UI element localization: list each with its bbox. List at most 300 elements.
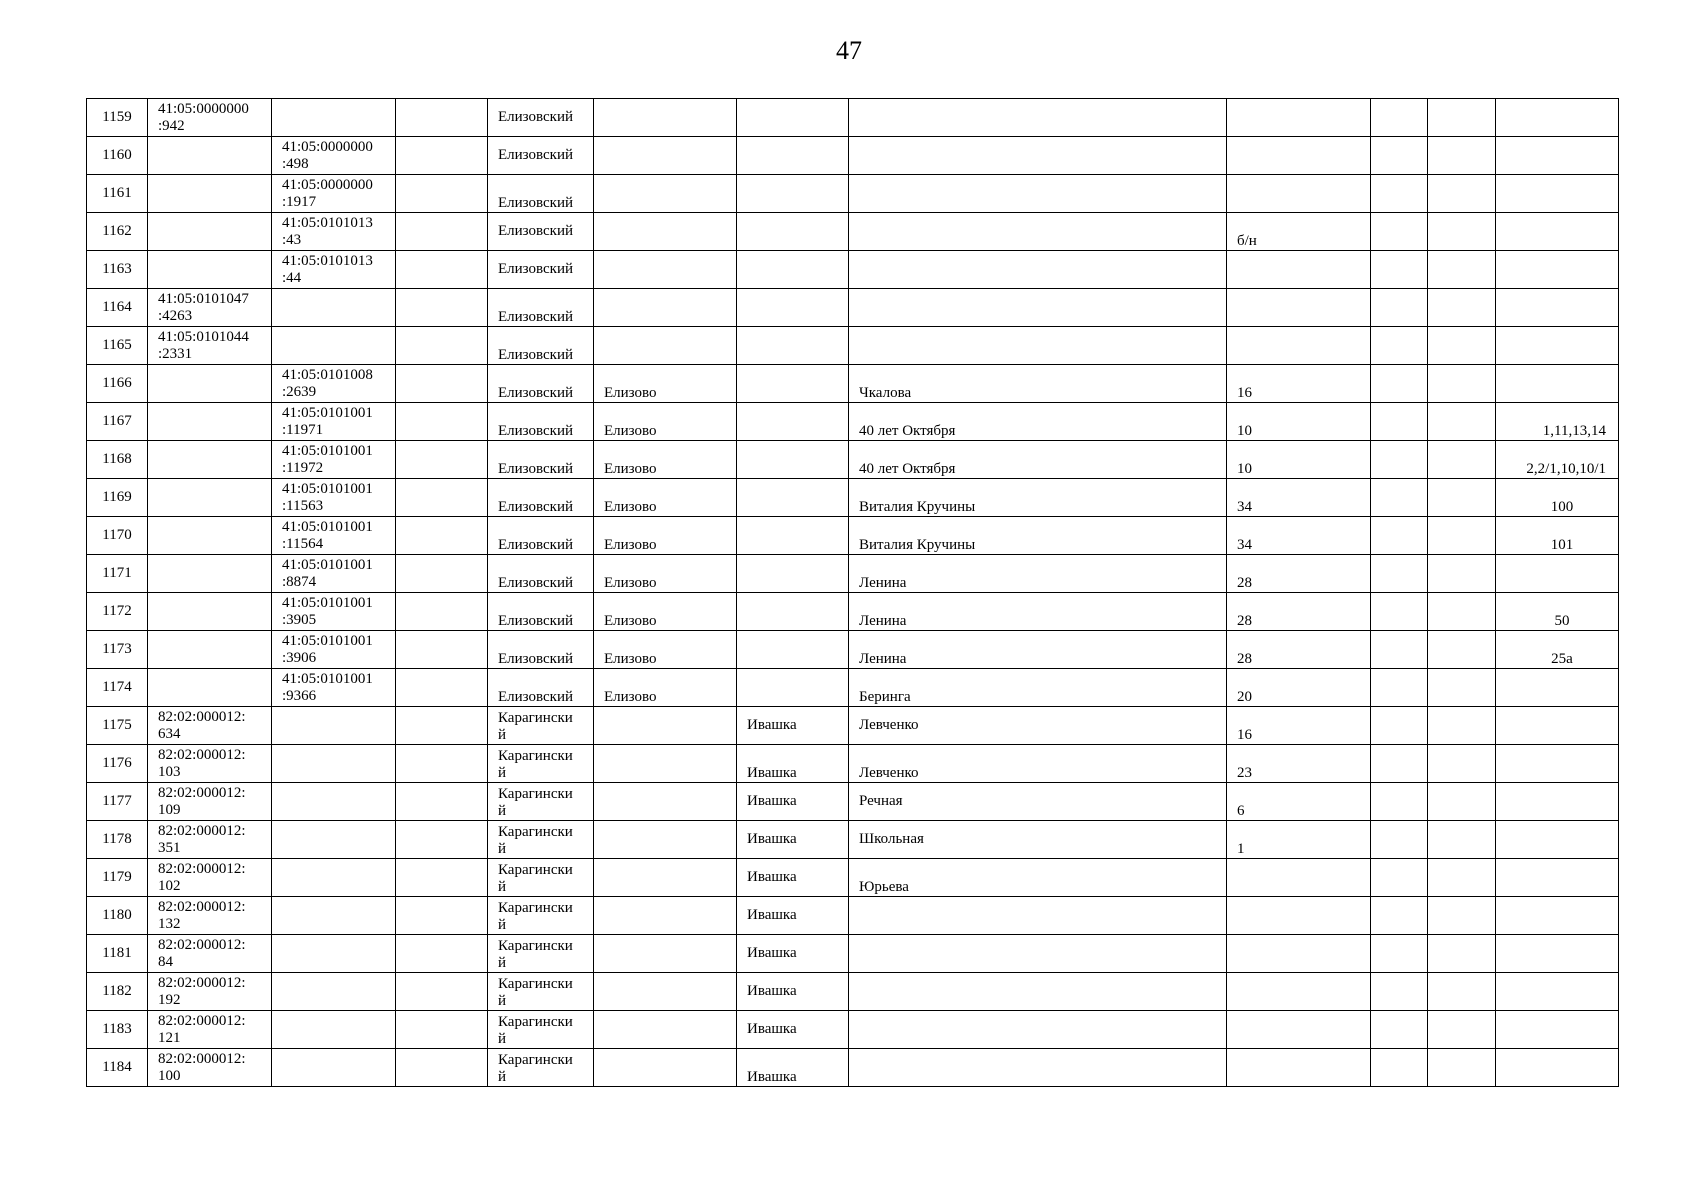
cadastral-number-land: 82:02:000012: 109 xyxy=(148,783,272,821)
street-cell: Левченко xyxy=(849,745,1227,783)
empty-cell xyxy=(396,1049,488,1087)
settlement-cell xyxy=(737,631,849,669)
table-row xyxy=(87,859,1619,897)
row-number: 1179 xyxy=(87,859,148,897)
table-row xyxy=(87,821,1619,859)
part-cell xyxy=(1428,289,1496,327)
page-number: 47 xyxy=(836,36,862,65)
table-row xyxy=(87,365,1619,403)
empty-cell xyxy=(396,517,488,555)
table-row xyxy=(87,213,1619,251)
table-row xyxy=(87,745,1619,783)
part-cell xyxy=(1428,99,1496,137)
cadastral-number-building xyxy=(272,289,396,327)
part-cell xyxy=(1428,707,1496,745)
street-cell: 40 лет Октября xyxy=(849,403,1227,441)
district-cell: Карагински й xyxy=(488,821,594,859)
building-cell xyxy=(1371,365,1428,403)
cadastral-number-building: 41:05:0101001 :11971 xyxy=(272,403,396,441)
row-number: 1164 xyxy=(87,289,148,327)
cadastral-number-land: 82:02:000012: 103 xyxy=(148,745,272,783)
empty-cell xyxy=(396,1011,488,1049)
apartment-cell xyxy=(1496,973,1619,1011)
city-cell xyxy=(594,213,737,251)
apartment-cell: 2,2/1,10,10/1 xyxy=(1496,441,1619,479)
district-cell: Елизовский xyxy=(488,403,594,441)
district-cell: Елизовский xyxy=(488,99,594,137)
cadastral-number-building: 41:05:0101008 :2639 xyxy=(272,365,396,403)
row-number: 1169 xyxy=(87,479,148,517)
building-cell xyxy=(1371,479,1428,517)
cadastral-number-land: 82:02:000012: 102 xyxy=(148,859,272,897)
building-cell xyxy=(1371,745,1428,783)
cadastral-number-building: 41:05:0101013 :44 xyxy=(272,251,396,289)
table-row xyxy=(87,783,1619,821)
empty-cell xyxy=(396,251,488,289)
district-cell: Елизовский xyxy=(488,289,594,327)
settlement-cell xyxy=(737,555,849,593)
empty-cell xyxy=(396,365,488,403)
part-cell xyxy=(1428,859,1496,897)
settlement-cell xyxy=(737,365,849,403)
part-cell xyxy=(1428,327,1496,365)
row-number: 1183 xyxy=(87,1011,148,1049)
cadastral-number-land xyxy=(148,251,272,289)
settlement-cell xyxy=(737,175,849,213)
apartment-cell xyxy=(1496,935,1619,973)
part-cell xyxy=(1428,137,1496,175)
building-cell xyxy=(1371,213,1428,251)
part-cell xyxy=(1428,783,1496,821)
address-register-table xyxy=(86,98,1619,1087)
empty-cell xyxy=(396,821,488,859)
city-cell xyxy=(594,707,737,745)
city-cell xyxy=(594,137,737,175)
table-row xyxy=(87,441,1619,479)
row-number: 1178 xyxy=(87,821,148,859)
cadastral-number-land: 82:02:000012: 100 xyxy=(148,1049,272,1087)
cadastral-number-land xyxy=(148,137,272,175)
row-number: 1159 xyxy=(87,99,148,137)
cadastral-number-building: 41:05:0000000 :1917 xyxy=(272,175,396,213)
settlement-cell xyxy=(737,99,849,137)
building-cell xyxy=(1371,555,1428,593)
cadastral-number-building xyxy=(272,1049,396,1087)
empty-cell xyxy=(396,327,488,365)
building-cell xyxy=(1371,821,1428,859)
row-number: 1163 xyxy=(87,251,148,289)
house-cell xyxy=(1227,973,1371,1011)
city-cell xyxy=(594,289,737,327)
table-row xyxy=(87,403,1619,441)
cadastral-number-land xyxy=(148,441,272,479)
city-cell: Елизово xyxy=(594,479,737,517)
table-body xyxy=(87,99,1619,1087)
district-cell: Карагински й xyxy=(488,935,594,973)
house-cell xyxy=(1227,935,1371,973)
apartment-cell xyxy=(1496,783,1619,821)
part-cell xyxy=(1428,631,1496,669)
settlement-cell xyxy=(737,517,849,555)
city-cell: Елизово xyxy=(594,669,737,707)
house-cell: 34 xyxy=(1227,479,1371,517)
house-cell: 16 xyxy=(1227,707,1371,745)
cadastral-number-building: 41:05:0101001 :11972 xyxy=(272,441,396,479)
district-cell: Елизовский xyxy=(488,137,594,175)
district-cell: Елизовский xyxy=(488,479,594,517)
part-cell xyxy=(1428,517,1496,555)
empty-cell xyxy=(396,973,488,1011)
city-cell xyxy=(594,1011,737,1049)
empty-cell xyxy=(396,99,488,137)
settlement-cell: Ивашка xyxy=(737,897,849,935)
city-cell: Елизово xyxy=(594,403,737,441)
row-number: 1181 xyxy=(87,935,148,973)
table-row xyxy=(87,137,1619,175)
cadastral-number-land xyxy=(148,517,272,555)
street-cell xyxy=(849,973,1227,1011)
building-cell xyxy=(1371,289,1428,327)
city-cell xyxy=(594,897,737,935)
building-cell xyxy=(1371,707,1428,745)
row-number: 1170 xyxy=(87,517,148,555)
settlement-cell xyxy=(737,213,849,251)
part-cell xyxy=(1428,441,1496,479)
table-row xyxy=(87,479,1619,517)
cadastral-number-building xyxy=(272,973,396,1011)
street-cell: Виталия Кручины xyxy=(849,479,1227,517)
house-cell xyxy=(1227,897,1371,935)
street-cell: Юрьева xyxy=(849,859,1227,897)
building-cell xyxy=(1371,251,1428,289)
building-cell xyxy=(1371,783,1428,821)
street-cell xyxy=(849,99,1227,137)
house-cell xyxy=(1227,175,1371,213)
empty-cell xyxy=(396,631,488,669)
street-cell: Левченко xyxy=(849,707,1227,745)
apartment-cell xyxy=(1496,821,1619,859)
row-number: 1160 xyxy=(87,137,148,175)
street-cell: 40 лет Октября xyxy=(849,441,1227,479)
empty-cell xyxy=(396,175,488,213)
building-cell xyxy=(1371,973,1428,1011)
house-cell: 34 xyxy=(1227,517,1371,555)
cadastral-number-land: 41:05:0000000 :942 xyxy=(148,99,272,137)
part-cell xyxy=(1428,821,1496,859)
city-cell xyxy=(594,99,737,137)
apartment-cell xyxy=(1496,707,1619,745)
building-cell xyxy=(1371,1049,1428,1087)
settlement-cell: Ивашка xyxy=(737,935,849,973)
street-cell: Беринга xyxy=(849,669,1227,707)
house-cell xyxy=(1227,327,1371,365)
house-cell: 28 xyxy=(1227,593,1371,631)
district-cell: Карагински й xyxy=(488,1049,594,1087)
house-cell: 1 xyxy=(1227,821,1371,859)
apartment-cell: 100 xyxy=(1496,479,1619,517)
table-row xyxy=(87,593,1619,631)
cadastral-number-building xyxy=(272,897,396,935)
house-cell xyxy=(1227,859,1371,897)
part-cell xyxy=(1428,669,1496,707)
district-cell: Елизовский xyxy=(488,517,594,555)
row-number: 1184 xyxy=(87,1049,148,1087)
empty-cell xyxy=(396,745,488,783)
part-cell xyxy=(1428,555,1496,593)
house-cell: б/н xyxy=(1227,213,1371,251)
settlement-cell xyxy=(737,669,849,707)
settlement-cell xyxy=(737,441,849,479)
cadastral-number-building: 41:05:0101001 :11563 xyxy=(272,479,396,517)
table-row xyxy=(87,707,1619,745)
empty-cell xyxy=(396,289,488,327)
settlement-cell xyxy=(737,251,849,289)
row-number: 1167 xyxy=(87,403,148,441)
building-cell xyxy=(1371,859,1428,897)
city-cell xyxy=(594,859,737,897)
settlement-cell: Ивашка xyxy=(737,821,849,859)
house-cell: 16 xyxy=(1227,365,1371,403)
cadastral-number-building: 41:05:0101001 :9366 xyxy=(272,669,396,707)
cadastral-number-building xyxy=(272,935,396,973)
street-cell: Ленина xyxy=(849,631,1227,669)
street-cell: Речная xyxy=(849,783,1227,821)
cadastral-number-land xyxy=(148,555,272,593)
district-cell: Карагински й xyxy=(488,783,594,821)
settlement-cell xyxy=(737,403,849,441)
city-cell xyxy=(594,327,737,365)
cadastral-number-land: 82:02:000012: 132 xyxy=(148,897,272,935)
cadastral-number-building: 41:05:0000000 :498 xyxy=(272,137,396,175)
row-number: 1168 xyxy=(87,441,148,479)
apartment-cell xyxy=(1496,327,1619,365)
settlement-cell: Ивашка xyxy=(737,745,849,783)
table-row xyxy=(87,175,1619,213)
row-number: 1172 xyxy=(87,593,148,631)
district-cell: Елизовский xyxy=(488,175,594,213)
district-cell: Карагински й xyxy=(488,745,594,783)
apartment-cell: 25а xyxy=(1496,631,1619,669)
part-cell xyxy=(1428,935,1496,973)
cadastral-number-land: 41:05:0101044 :2331 xyxy=(148,327,272,365)
cadastral-number-land xyxy=(148,631,272,669)
city-cell: Елизово xyxy=(594,365,737,403)
street-cell xyxy=(849,1011,1227,1049)
apartment-cell xyxy=(1496,99,1619,137)
part-cell xyxy=(1428,745,1496,783)
cadastral-number-building: 41:05:0101001 :11564 xyxy=(272,517,396,555)
district-cell: Карагински й xyxy=(488,707,594,745)
city-cell: Елизово xyxy=(594,631,737,669)
apartment-cell xyxy=(1496,137,1619,175)
building-cell xyxy=(1371,897,1428,935)
settlement-cell: Ивашка xyxy=(737,1011,849,1049)
street-cell xyxy=(849,935,1227,973)
apartment-cell xyxy=(1496,859,1619,897)
house-cell: 6 xyxy=(1227,783,1371,821)
empty-cell xyxy=(396,593,488,631)
district-cell: Елизовский xyxy=(488,669,594,707)
district-cell: Елизовский xyxy=(488,441,594,479)
house-cell xyxy=(1227,99,1371,137)
house-cell: 28 xyxy=(1227,631,1371,669)
district-cell: Елизовский xyxy=(488,213,594,251)
street-cell xyxy=(849,175,1227,213)
settlement-cell: Ивашка xyxy=(737,973,849,1011)
building-cell xyxy=(1371,137,1428,175)
cadastral-number-building xyxy=(272,821,396,859)
part-cell xyxy=(1428,897,1496,935)
row-number: 1175 xyxy=(87,707,148,745)
table-row xyxy=(87,669,1619,707)
cadastral-number-land xyxy=(148,403,272,441)
table-row xyxy=(87,897,1619,935)
apartment-cell xyxy=(1496,1049,1619,1087)
street-cell xyxy=(849,897,1227,935)
settlement-cell xyxy=(737,593,849,631)
settlement-cell xyxy=(737,327,849,365)
table-row xyxy=(87,1011,1619,1049)
table-row xyxy=(87,99,1619,137)
city-cell xyxy=(594,175,737,213)
city-cell: Елизово xyxy=(594,441,737,479)
building-cell xyxy=(1371,517,1428,555)
apartment-cell xyxy=(1496,555,1619,593)
row-number: 1174 xyxy=(87,669,148,707)
cadastral-number-building xyxy=(272,327,396,365)
district-cell: Елизовский xyxy=(488,555,594,593)
building-cell xyxy=(1371,593,1428,631)
district-cell: Карагински й xyxy=(488,897,594,935)
building-cell xyxy=(1371,441,1428,479)
part-cell xyxy=(1428,213,1496,251)
building-cell xyxy=(1371,1011,1428,1049)
part-cell xyxy=(1428,1011,1496,1049)
street-cell: Чкалова xyxy=(849,365,1227,403)
empty-cell xyxy=(396,935,488,973)
settlement-cell: Ивашка xyxy=(737,859,849,897)
city-cell xyxy=(594,1049,737,1087)
street-cell xyxy=(849,327,1227,365)
table-row xyxy=(87,517,1619,555)
district-cell: Елизовский xyxy=(488,251,594,289)
cadastral-number-land xyxy=(148,479,272,517)
table-row xyxy=(87,973,1619,1011)
row-number: 1162 xyxy=(87,213,148,251)
empty-cell xyxy=(396,783,488,821)
settlement-cell: Ивашка xyxy=(737,783,849,821)
row-number: 1173 xyxy=(87,631,148,669)
house-cell xyxy=(1227,137,1371,175)
cadastral-number-land xyxy=(148,593,272,631)
house-cell xyxy=(1227,251,1371,289)
part-cell xyxy=(1428,251,1496,289)
cadastral-number-land: 82:02:000012: 634 xyxy=(148,707,272,745)
part-cell xyxy=(1428,403,1496,441)
empty-cell xyxy=(396,137,488,175)
row-number: 1166 xyxy=(87,365,148,403)
apartment-cell xyxy=(1496,1011,1619,1049)
city-cell xyxy=(594,973,737,1011)
cadastral-number-land xyxy=(148,213,272,251)
apartment-cell: 101 xyxy=(1496,517,1619,555)
city-cell xyxy=(594,821,737,859)
street-cell xyxy=(849,213,1227,251)
house-cell xyxy=(1227,289,1371,327)
cadastral-number-building: 41:05:0101001 :3905 xyxy=(272,593,396,631)
city-cell: Елизово xyxy=(594,517,737,555)
cadastral-number-land: 82:02:000012: 351 xyxy=(148,821,272,859)
row-number: 1171 xyxy=(87,555,148,593)
settlement-cell xyxy=(737,479,849,517)
apartment-cell xyxy=(1496,289,1619,327)
house-cell: 10 xyxy=(1227,403,1371,441)
apartment-cell: 1,11,13,14 xyxy=(1496,403,1619,441)
table-row xyxy=(87,555,1619,593)
cadastral-number-building: 41:05:0101013 :43 xyxy=(272,213,396,251)
building-cell xyxy=(1371,99,1428,137)
cadastral-number-land: 82:02:000012: 192 xyxy=(148,973,272,1011)
city-cell xyxy=(594,251,737,289)
district-cell: Карагински й xyxy=(488,1011,594,1049)
table-row xyxy=(87,289,1619,327)
table-row xyxy=(87,631,1619,669)
district-cell: Карагински й xyxy=(488,859,594,897)
part-cell xyxy=(1428,479,1496,517)
house-cell: 23 xyxy=(1227,745,1371,783)
district-cell: Елизовский xyxy=(488,365,594,403)
street-cell: Ленина xyxy=(849,555,1227,593)
district-cell: Елизовский xyxy=(488,593,594,631)
empty-cell xyxy=(396,213,488,251)
city-cell: Елизово xyxy=(594,593,737,631)
row-number: 1182 xyxy=(87,973,148,1011)
apartment-cell xyxy=(1496,175,1619,213)
empty-cell xyxy=(396,555,488,593)
empty-cell xyxy=(396,897,488,935)
part-cell xyxy=(1428,593,1496,631)
city-cell xyxy=(594,745,737,783)
district-cell: Елизовский xyxy=(488,327,594,365)
house-cell xyxy=(1227,1049,1371,1087)
settlement-cell: Ивашка xyxy=(737,707,849,745)
cadastral-number-land: 82:02:000012: 84 xyxy=(148,935,272,973)
apartment-cell xyxy=(1496,669,1619,707)
district-cell: Елизовский xyxy=(488,631,594,669)
table-row xyxy=(87,1049,1619,1087)
table-row xyxy=(87,327,1619,365)
row-number: 1161 xyxy=(87,175,148,213)
building-cell xyxy=(1371,175,1428,213)
apartment-cell xyxy=(1496,897,1619,935)
city-cell xyxy=(594,935,737,973)
building-cell xyxy=(1371,669,1428,707)
house-cell: 10 xyxy=(1227,441,1371,479)
building-cell xyxy=(1371,935,1428,973)
settlement-cell xyxy=(737,289,849,327)
cadastral-number-building xyxy=(272,783,396,821)
house-cell: 28 xyxy=(1227,555,1371,593)
cadastral-number-building xyxy=(272,859,396,897)
city-cell: Елизово xyxy=(594,555,737,593)
apartment-cell: 50 xyxy=(1496,593,1619,631)
cadastral-number-land: 41:05:0101047 :4263 xyxy=(148,289,272,327)
building-cell xyxy=(1371,327,1428,365)
row-number: 1177 xyxy=(87,783,148,821)
cadastral-number-building: 41:05:0101001 :3906 xyxy=(272,631,396,669)
part-cell xyxy=(1428,365,1496,403)
building-cell xyxy=(1371,403,1428,441)
